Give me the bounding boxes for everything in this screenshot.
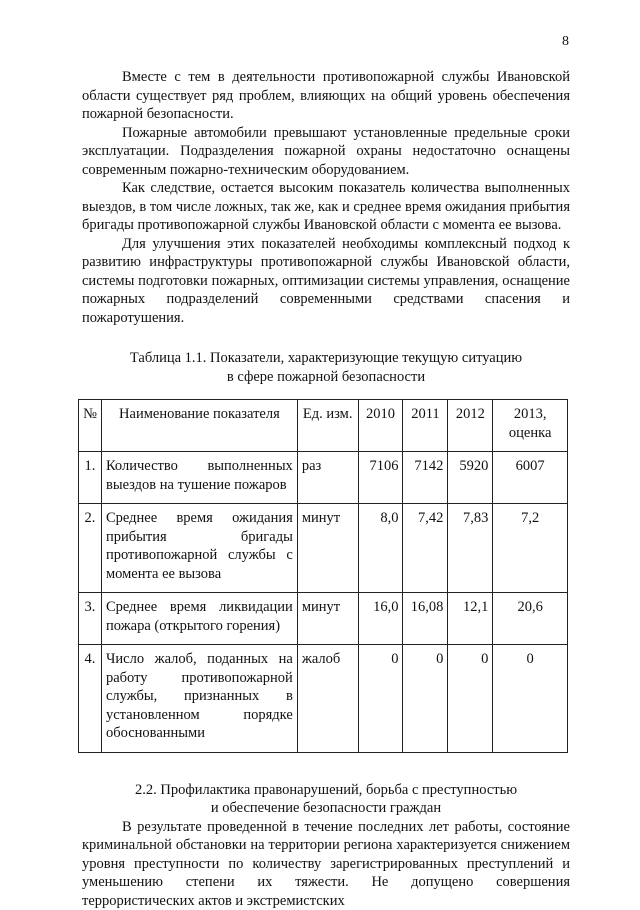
table-caption-line2: в сфере пожарной безопасности	[82, 368, 570, 387]
table-caption-line1: Таблица 1.1. Показатели, характеризующие текущую ситуацию	[82, 349, 570, 368]
value-2010: 16,0	[358, 593, 403, 645]
indicator-name: Среднее время ожидания прибытия бригады противопожарной службы с момента ее вызова	[101, 504, 297, 593]
header-2013: 2013, оценка	[493, 400, 568, 452]
indicator-unit: минут	[297, 504, 358, 593]
value-2011: 7,42	[403, 504, 448, 593]
table-row	[79, 645, 568, 753]
value-2010: 0	[358, 645, 403, 753]
header-2010: 2010	[358, 400, 403, 452]
paragraph-vehicles: Пожарные автомобили превышают установленные предельные сроки эксплуатации. Подразделения пожарной охраны недостаточно оснащены современным пожарно-техническим оборудованием.	[82, 124, 570, 180]
indicator-unit: жалоб	[297, 645, 358, 753]
paragraph-improvement: Для улучшения этих показателей необходимы комплексный подход к развитию инфраструктуры противопожарной службы Ивановской области, системы подготовки пожарных, оптимизации системы управления, оснащение пожарных подразделений современными средствами спасения и пожаротушения.	[82, 235, 570, 328]
value-2013: 20,6	[493, 593, 568, 645]
indicator-name: Число жалоб, поданных на работу противопожарной службы, признанных в установленном порядке обоснованными	[101, 645, 297, 753]
indicators-table	[78, 399, 568, 753]
header-2012: 2012	[448, 400, 493, 452]
row-number: 1.	[79, 452, 102, 504]
table-row	[79, 504, 568, 593]
indicator-name: Количество выполненных выездов на тушение пожаров	[101, 452, 297, 504]
indicator-unit: раз	[297, 452, 358, 504]
value-2011: 0	[403, 645, 448, 753]
row-number: 4.	[79, 645, 102, 753]
header-num: №	[79, 400, 102, 452]
row-number: 3.	[79, 593, 102, 645]
table-row	[79, 593, 568, 645]
header-unit: Ед. изм.	[297, 400, 358, 452]
indicator-name: Среднее время ликвидации пожара (открытого горения)	[101, 593, 297, 645]
header-2011: 2011	[403, 400, 448, 452]
value-2010: 7106	[358, 452, 403, 504]
page-number: 8	[562, 34, 569, 50]
value-2012: 7,83	[448, 504, 493, 593]
section-heading-line2: и обеспечение безопасности граждан	[82, 799, 570, 818]
table-caption	[82, 349, 570, 386]
value-2012: 0	[448, 645, 493, 753]
table-header-row	[79, 400, 568, 452]
value-2011: 7142	[403, 452, 448, 504]
document-body	[82, 68, 570, 910]
header-name: Наименование показателя	[101, 400, 297, 452]
value-2013: 7,2	[493, 504, 568, 593]
value-2010: 8,0	[358, 504, 403, 593]
paragraph-consequence: Как следствие, остается высоким показатель количества выполненных выездов, в том числе ложных, так же, как и среднее время ожидания прибытия бригады противопожарной службы Ивановской области с момента ее вызова.	[82, 179, 570, 235]
row-number: 2.	[79, 504, 102, 593]
paragraph-crime: В результате проведенной в течение последних лет работы, состояние криминальной обстановки на территории региона характеризуется снижением уровня преступности по количеству зарегистрированных преступлений и уменьшению степени их тяжести. Не допущено совершения террористических актов и экстремистских	[82, 818, 570, 910]
section-heading-line1: 2.2. Профилактика правонарушений, борьба с преступностью	[82, 781, 570, 800]
indicator-unit: минут	[297, 593, 358, 645]
paragraph-problems: Вместе с тем в деятельности противопожарной службы Ивановской области существует ряд проблем, влияющих на общий уровень обеспечения пожарной безопасности.	[82, 68, 570, 124]
value-2012: 12,1	[448, 593, 493, 645]
value-2012: 5920	[448, 452, 493, 504]
section-heading	[82, 781, 570, 818]
value-2011: 16,08	[403, 593, 448, 645]
value-2013: 6007	[493, 452, 568, 504]
value-2013: 0	[493, 645, 568, 753]
table-row	[79, 452, 568, 504]
